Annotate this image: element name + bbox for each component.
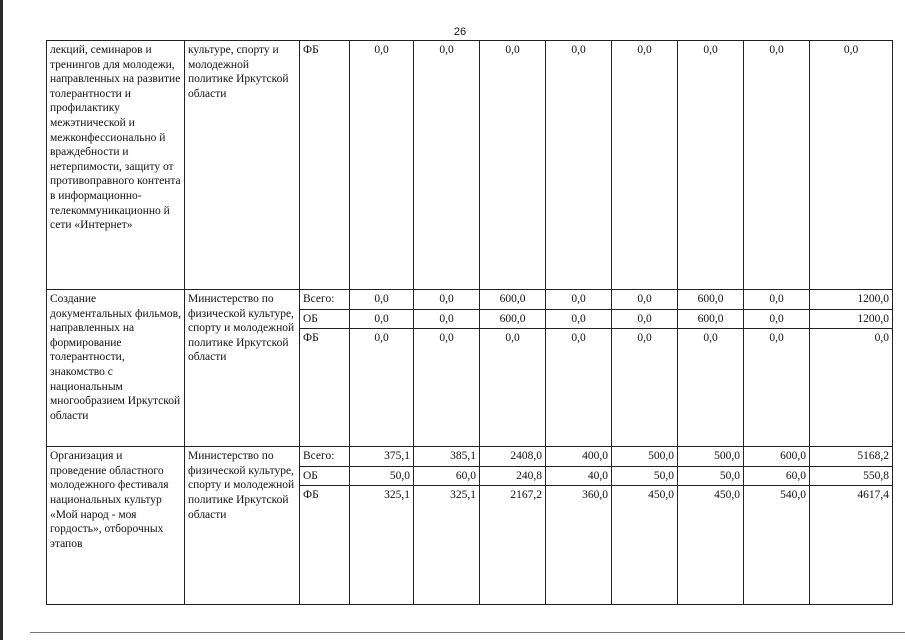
value-cell: 0,0 (612, 309, 678, 329)
executor-cell: Министерство по физической культуре, спорту и молодежной политике Иркутской области (185, 290, 300, 447)
source-cell: ФБ (300, 41, 350, 290)
value-cell: 50,0 (612, 466, 678, 486)
table-row (47, 447, 893, 467)
value-cell: 385,1 (414, 447, 480, 467)
value-cell: 0,0 (810, 41, 893, 290)
value-cell: 0,0 (546, 309, 612, 329)
value-cell: 360,0 (546, 486, 612, 605)
value-cell: 600,0 (744, 447, 810, 467)
value-cell: 60,0 (744, 466, 810, 486)
value-cell: 240,8 (480, 466, 546, 486)
executor-cell: культуре, спорту и молодежной политике Иркутской области (185, 41, 300, 290)
activity-cell: лекций, семинаров и тренингов для молодежи, направленных на развитие толерантности и профилактику межэтнической и межконфессионально й враждебности и нетерпимости, защиту от противоправного контента в информационно-телекоммуникационно й сети «Интернет» (47, 41, 185, 290)
value-cell: 500,0 (612, 447, 678, 467)
value-cell: 500,0 (678, 447, 744, 467)
value-cell: 375,1 (350, 447, 414, 467)
source-cell: ОБ (300, 466, 350, 486)
value-cell: 0,0 (414, 41, 480, 290)
page-number: 26 (453, 26, 467, 38)
value-cell: 0,0 (744, 290, 810, 310)
value-cell: 40,0 (546, 466, 612, 486)
value-cell: 0,0 (744, 329, 810, 447)
value-cell: 0,0 (612, 290, 678, 310)
value-cell: 0,0 (350, 41, 414, 290)
value-cell: 2167,2 (480, 486, 546, 605)
value-cell: 400,0 (546, 447, 612, 467)
value-cell: 0,0 (546, 41, 612, 290)
value-cell: 325,1 (414, 486, 480, 605)
value-cell: 0,0 (350, 329, 414, 447)
value-cell: 600,0 (480, 309, 546, 329)
value-cell: 0,0 (744, 41, 810, 290)
source-cell: Всего: (300, 290, 350, 310)
value-cell: 550,8 (810, 466, 893, 486)
value-cell: 0,0 (678, 41, 744, 290)
source-cell: ФБ (300, 486, 350, 605)
value-cell: 0,0 (414, 290, 480, 310)
value-cell: 0,0 (414, 309, 480, 329)
value-cell: 325,1 (350, 486, 414, 605)
value-cell: 0,0 (744, 309, 810, 329)
source-cell: ФБ (300, 329, 350, 447)
value-cell: 600,0 (678, 309, 744, 329)
activity-cell: Организация и проведение областного молодежного фестиваля национальных культур «Мой народ - моя гордость», отборочных этапов (47, 447, 185, 605)
table-row (47, 41, 893, 290)
value-cell: 0,0 (414, 329, 480, 447)
activity-cell: Создание документальных фильмов, направленных на формирование толерантности, знакомство с национальным многообразием Иркутской области (47, 290, 185, 447)
budget-table (46, 40, 893, 605)
value-cell: 1200,0 (810, 290, 893, 310)
value-cell: 450,0 (612, 486, 678, 605)
value-cell: 0,0 (546, 290, 612, 310)
value-cell: 0,0 (480, 41, 546, 290)
source-cell: Всего: (300, 447, 350, 467)
value-cell: 5168,2 (810, 447, 893, 467)
source-cell: ОБ (300, 309, 350, 329)
page-bottom-line (30, 632, 905, 633)
value-cell: 0,0 (810, 329, 893, 447)
value-cell: 0,0 (612, 41, 678, 290)
value-cell: 60,0 (414, 466, 480, 486)
value-cell: 600,0 (480, 290, 546, 310)
value-cell: 50,0 (678, 466, 744, 486)
value-cell: 4617,4 (810, 486, 893, 605)
value-cell: 0,0 (612, 329, 678, 447)
executor-cell: Министерство по физической культуре, спорту и молодежной политике Иркутской области (185, 447, 300, 605)
scan-left-edge (0, 0, 3, 640)
value-cell: 2408,0 (480, 447, 546, 467)
value-cell: 450,0 (678, 486, 744, 605)
value-cell: 0,0 (546, 329, 612, 447)
value-cell: 600,0 (678, 290, 744, 310)
value-cell: 0,0 (350, 309, 414, 329)
value-cell: 0,0 (678, 329, 744, 447)
value-cell: 0,0 (350, 290, 414, 310)
table-row (47, 290, 893, 310)
value-cell: 50,0 (350, 466, 414, 486)
value-cell: 1200,0 (810, 309, 893, 329)
value-cell: 0,0 (480, 329, 546, 447)
value-cell: 540,0 (744, 486, 810, 605)
